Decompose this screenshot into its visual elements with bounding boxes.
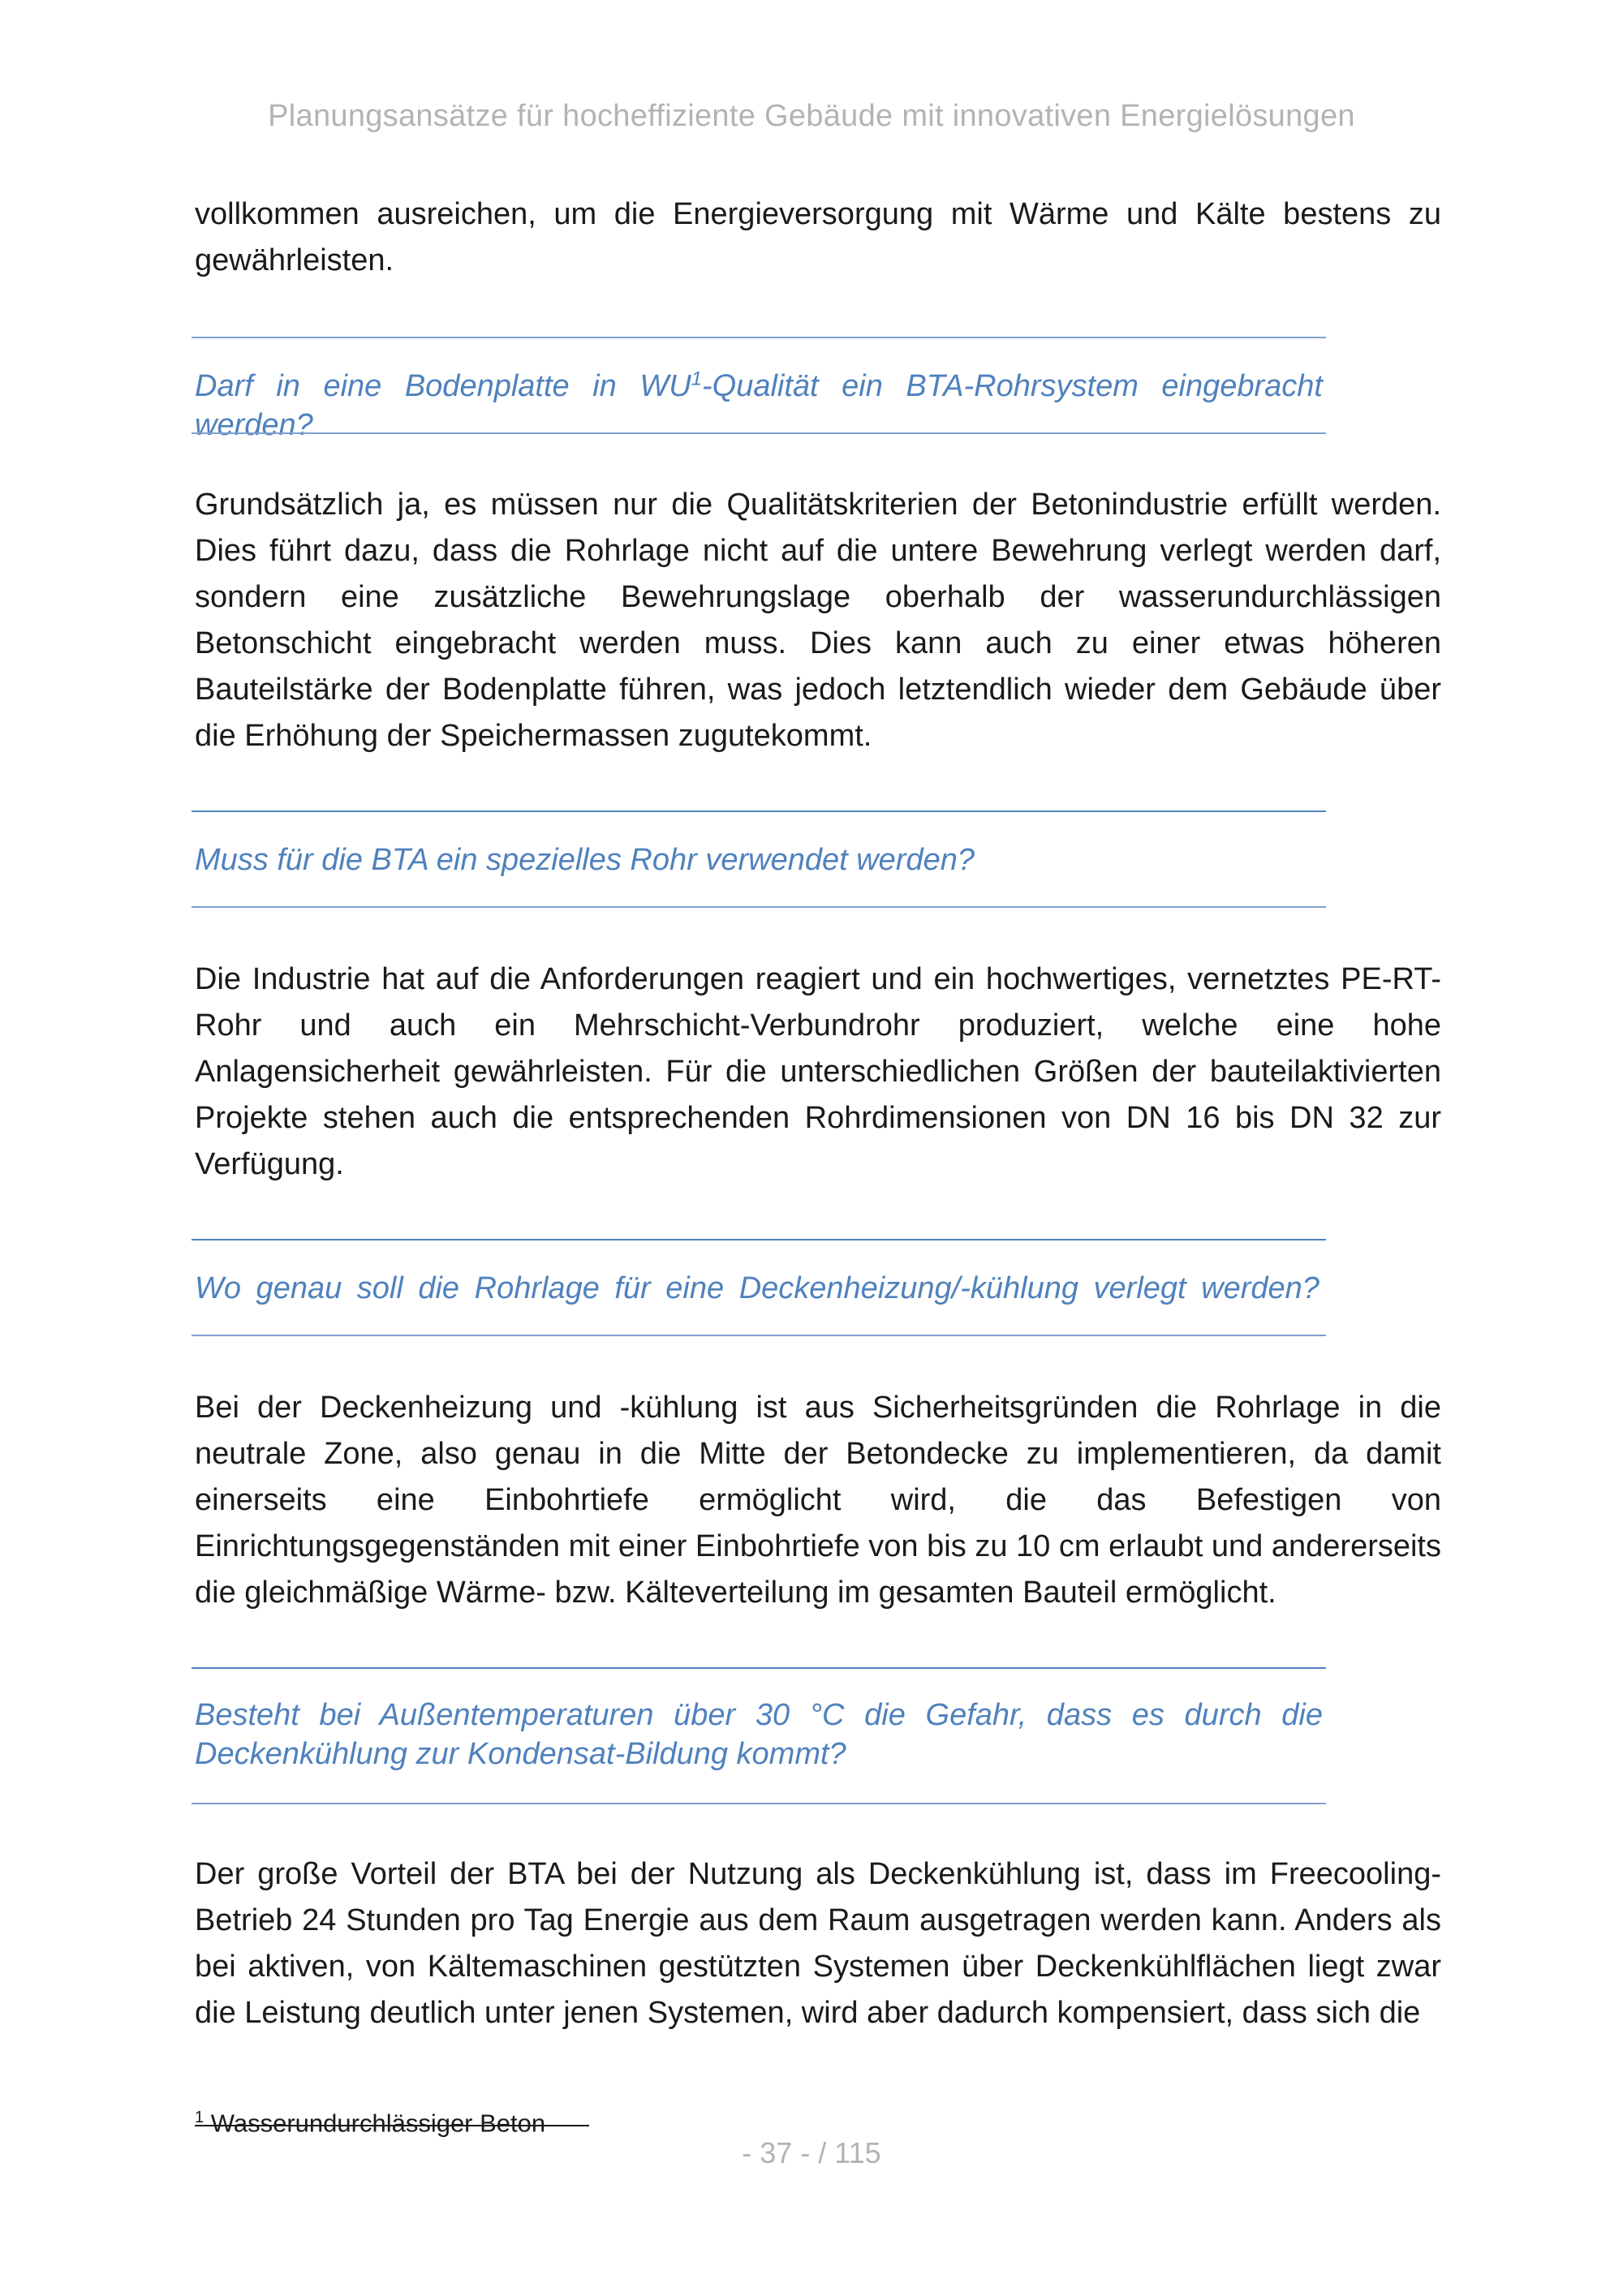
question-rule-top [192, 1667, 1326, 1669]
paragraph-answer-kondensat: Der große Vorteil der BTA bei der Nutzung als Deckenkühlung ist, dass im Freecooling-Betrieb 24 Stunden pro Tag Energie aus dem Raum ausgetragen werden kann. Anders als bei aktiven, von Kältemaschinen gestützten Systemen über Deckenkühlflächen liegt zwar die Leistung deutlich unter jenen Systemen, wird aber dadurch kompensiert, dass sich die [195, 1857, 1441, 2030]
question-text: Darf in eine Bodenplatte in WU [195, 369, 691, 403]
footnote-reference[interactable]: 1 [691, 368, 702, 390]
question-rule-bottom [192, 1803, 1326, 1804]
page-header: Planungsansätze für hocheffiziente Gebäude mit innovativen Energielösungen [268, 99, 1355, 133]
question-rule-top [192, 810, 1326, 812]
paragraph-answer-wu: Grundsätzlich ja, es müssen nur die Qualitätskriterien der Betonindustrie erfüllt werden. Dies führt dazu, dass die Rohrlage nicht auf die untere Bewehrung verlegt werden darf, sondern eine zusätzliche Bewehrungslage oberhalb der wasserundurchlässigen Betonschicht eingebracht werden muss. Dies kann auch zu einer etwas höheren Bauteilstärke der Bodenplatte führen, was jedoch letztendlich wieder dem Gebäude über die Erhöhung der Speichermassen zugutekommt. [195, 488, 1441, 753]
question-rule-top [192, 1239, 1326, 1240]
paragraph-answer-decke: Bei der Deckenheizung und -kühlung ist aus Sicherheitsgründen die Rohrlage in die neutrale Zone, also genau in die Mitte der Betondecke zu implementieren, da damit einerseits eine Einbohrtiefe ermöglicht wird, die das Befestigen von Einrichtungsgegenständen mit einer Einbohrtiefe von bis zu 10 cm erlaubt und andererseits die gleichmäßige Wärme- bzw. Kälteverteilung im gesamten Bauteil ermöglicht. [195, 1391, 1441, 1610]
question-rohrlage-decke: Wo genau soll die Rohrlage für eine Deckenheizung/-kühlung verlegt werden? [195, 1271, 1319, 1305]
question-kondensat: Besteht bei Außentemperaturen über 30 °C die Gefahr, dass es durch die Deckenkühlung zur Kondensat-Bildung kommt? [195, 1698, 1323, 1771]
question-rule-top [192, 337, 1326, 338]
paragraph-answer-rohr: Die Industrie hat auf die Anforderungen reagiert und ein hochwertiges, vernetztes PE-RT-Rohr und auch ein Mehrschicht-Verbundrohr produziert, welche eine hohe Anlagensicherheit gewährleisten. Für die unterschiedlichen Größen der bauteilaktivierten Projekte stehen auch die entsprechenden Rohrdimensionen von DN 16 bis DN 32 zur Verfügung. [195, 962, 1441, 1181]
footnote-mark: 1 [195, 2109, 204, 2126]
question-text: -Qualität ein BTA-Rohrsystem eingebracht werden? [195, 369, 1323, 442]
question-rule-bottom [192, 1335, 1326, 1336]
footnote [195, 2101, 545, 2139]
question-spezielles-rohr: Muss für die BTA ein spezielles Rohr verwendet werden? [195, 843, 975, 877]
page-number: - 37 - / 115 [742, 2136, 881, 2169]
question-rule-bottom [192, 432, 1326, 434]
paragraph-intro: vollkommen ausreichen, um die Energieversorgung mit Wärme und Kälte bestens zu gewährleisten. [195, 197, 1441, 277]
footnote-text: Wasserundurchlässiger Beton [210, 2109, 546, 2138]
question-rule-bottom [192, 906, 1326, 908]
